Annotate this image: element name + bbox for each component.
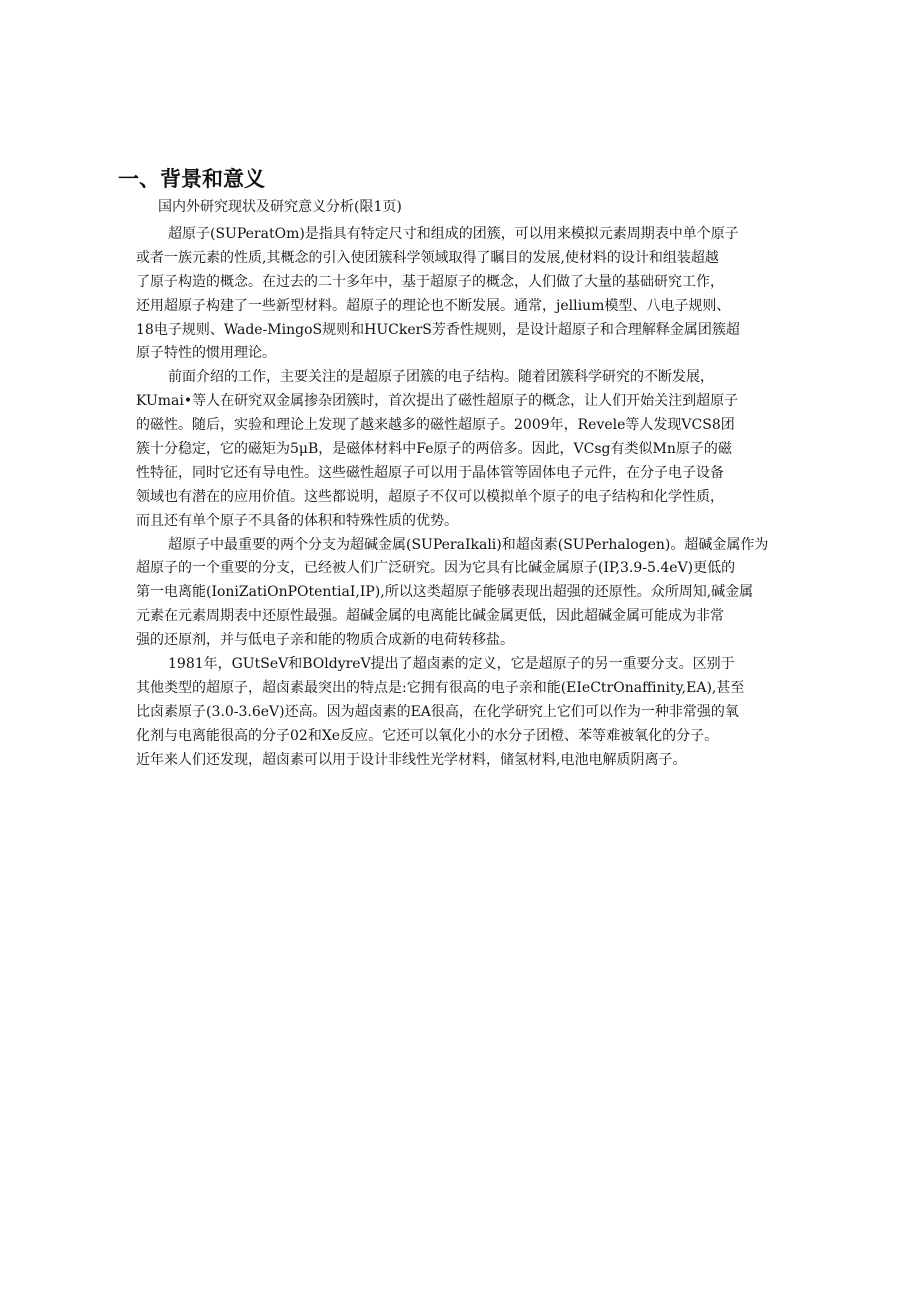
paragraph-line: 的磁性。随后，实验和理论上发现了越来越多的磁性超原子。2009年，Revele等人发现VCS8团 [136,417,735,434]
paragraph-line: 比卤素原子(3.0-3.6eV)还高。因为超卤素的EA很高，在化学研究上它们可以作为一种非常强的氧 [136,703,739,720]
paragraph [136,223,788,366]
paragraph-line: 化剂与电离能很高的分子02和Xe反应。它还可以氧化小的水分子团橙、苯等难被氧化的分子。 [136,727,719,744]
paragraph [136,534,788,653]
section-subheading: 国内外研究现状及研究意义分析(限1页) [158,199,402,215]
section-heading: 一、背景和意义 [118,167,265,191]
document-body [136,223,788,772]
paragraph-line: 超原子中最重要的两个分支为超碱金属(SUPeraIkali)和超卤素(SUPerhalogen)。超碱金属作为 [168,536,769,553]
paragraph-line: 18电子规则、Wade-MingoS规则和HUCkerS芳香性规则，是设计超原子和合理解释金属团簇超 [136,321,740,338]
paragraph-line: 超原子(SUPeratOm)是指具有特定尺寸和组成的团簇，可以用来模拟元素周期表中单个原子 [168,226,739,242]
paragraph-line: 超原子的一个重要的分支，已经被人们广泛研究。因为它具有比碱金属原子(IP,3.9-5.4eV)更低的 [136,560,736,577]
paragraph-line: 强的还原剂，并与低电子亲和能的物质合成新的电荷转移盐。 [136,632,514,649]
paragraph-line: KUmai•等人在研究双金属掺杂团簇时，首次提出了磁性超原子的概念，让人们开始关注到超原子 [136,393,739,410]
paragraph-line: 或者一族元素的性质,其概念的引入使团簇科学领域取得了瞩目的发展,使材料的设计和组装超越 [136,249,719,266]
paragraph-line: 原子特性的惯用理论。 [136,345,276,362]
paragraph-line: 了原子构造的概念。在过去的二十多年中，基于超原子的概念，人们做了大量的基础研究工作， [136,273,724,290]
paragraph-line: 领域也有潜在的应用价值。这些都说明，超原子不仅可以模拟单个原子的电子结构和化学性质， [136,488,724,505]
paragraph-line: 性特征，同时它还有导电性。这些磁性超原子可以用于晶体管等固体电子元件，在分子电子设备 [136,464,724,481]
paragraph-line: 1981年，GUtSeV和BOldyreV提出了超卤素的定义，它是超原子的另一重要分支。区别于 [168,656,735,673]
paragraph [136,366,788,533]
paragraph-line: 簇十分稳定，它的磁矩为5μB，是磁体材料中Fe原子的两倍多。因此，VCsg有类似Mn原子的磁 [136,441,732,458]
paragraph-line: 前面介绍的工作，主要关注的是超原子团簇的电子结构。随着团簇科学研究的不断发展， [168,369,714,386]
paragraph-line: 第一电离能(IoniZatiOnPOtentiaI,IP),所以这类超原子能够表现出超强的还原性。众所周知,碱金属 [136,584,754,601]
paragraph-line: 而且还有单个原子不具备的体积和特殊性质的优势。 [136,512,458,529]
paragraph-line: 元素在元素周期表中还原性最强。超碱金属的电离能比碱金属更低，因此超碱金属可能成为非常 [136,608,724,625]
paragraph-line: 近年来人们还发现，超卤素可以用于设计非线性光学材料，储氢材料,电池电解质阴离子。 [136,751,687,768]
paragraph [136,653,788,772]
paragraph-line: 还用超原子构建了一些新型材料。超原子的理论也不断发展。通常，jellium模型、八电子规则、 [136,297,731,314]
paragraph-line: 其他类型的超原子，超卤素最突出的特点是:它拥有很高的电子亲和能(EIeCtrOnaffinity,EA),甚至 [136,679,745,696]
